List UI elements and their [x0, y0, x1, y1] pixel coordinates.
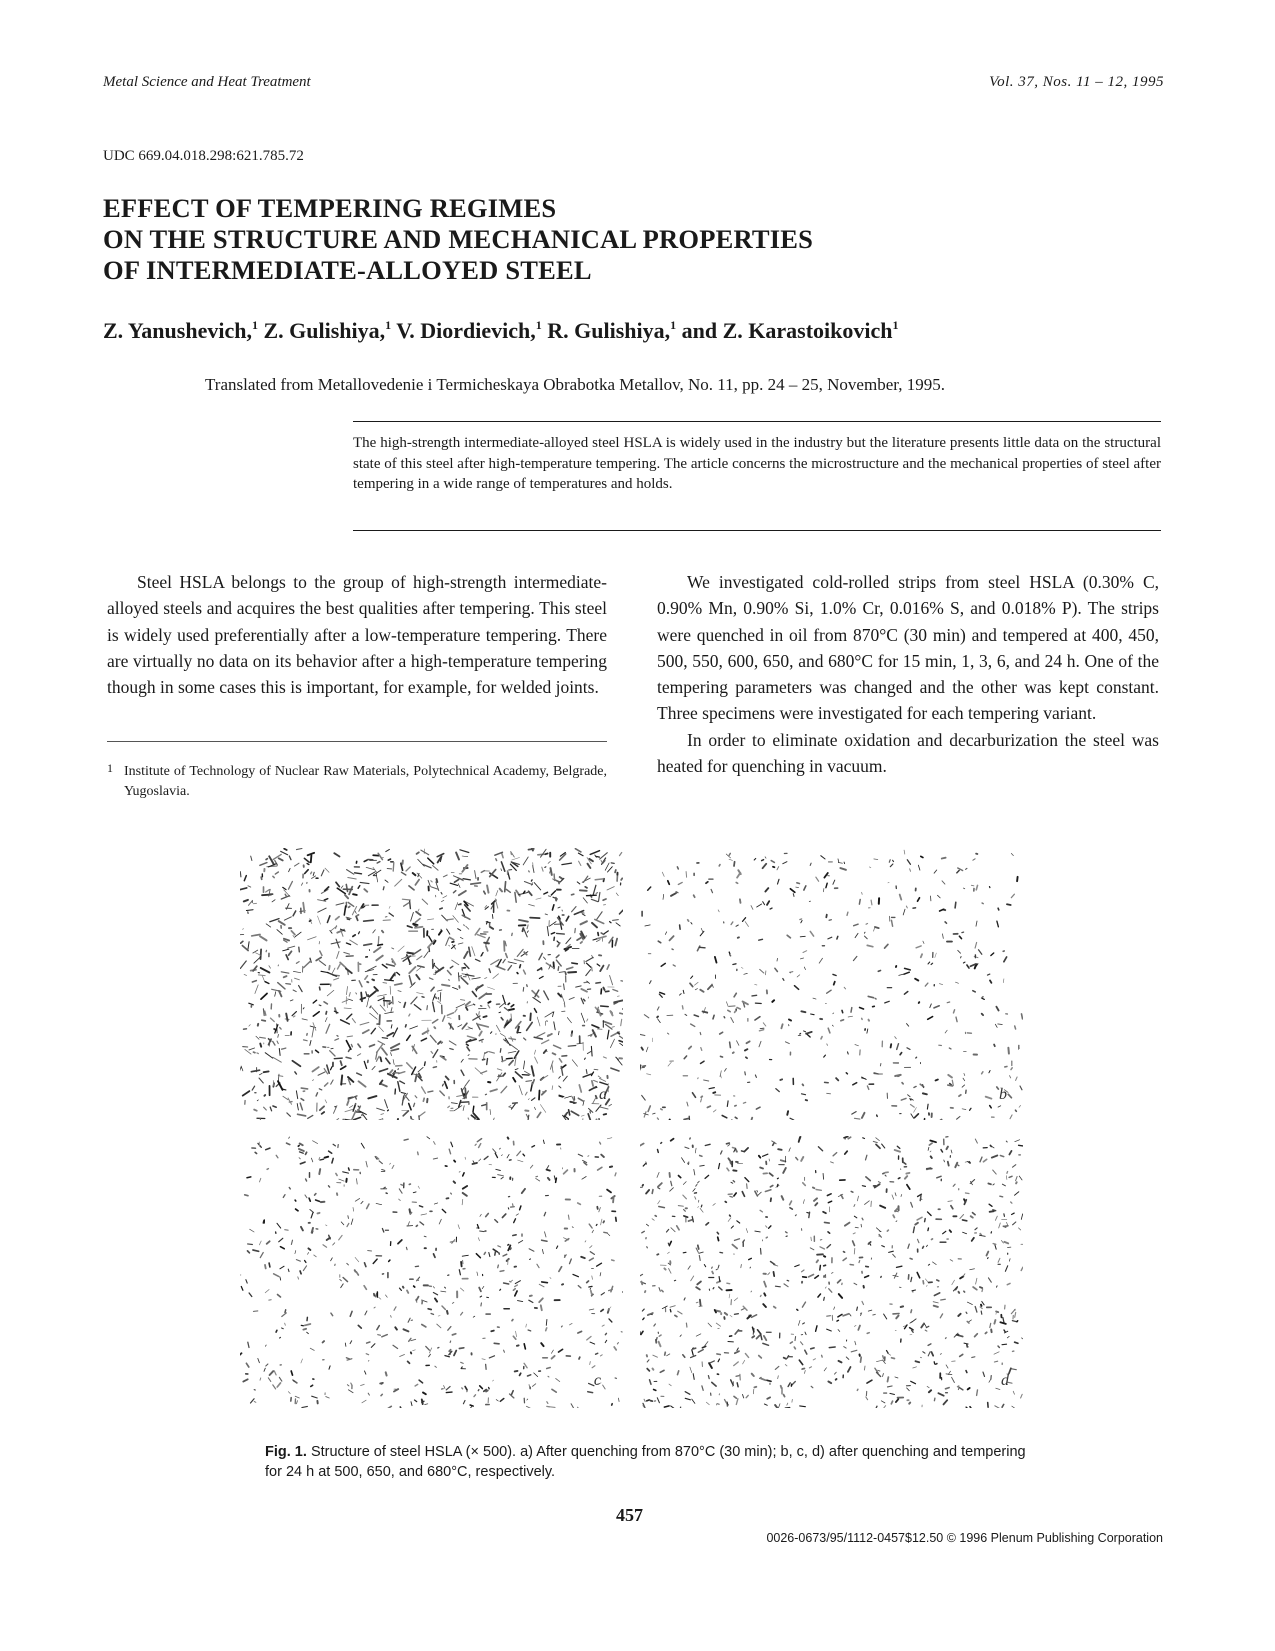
article-title [103, 193, 1003, 286]
figure-caption [265, 1442, 1045, 1482]
title-line-2: ON THE STRUCTURE AND MECHANICAL PROPERTIES [103, 224, 814, 254]
footnote [107, 762, 607, 802]
journal-volume: Vol. 37, Nos. 11 – 12, 1995 [989, 74, 1164, 90]
author-name: V. Diordievich, [396, 318, 536, 343]
micrograph-panel-d [640, 1136, 1023, 1408]
body-column-right [657, 569, 1159, 779]
body-paragraph: We investigated cold-rolled strips from steel HSLA (0.30% C, 0.90% Mn, 0.90% Si, 1.0% Cr, 0.016% S, and 0.018% P). The strips were quenched in oil from 870°C (30 min) and tempered at 400, 450, 500, 550, 600, 650, and 680°C for 15 min, 1, 3, 6, and 24 h. One of the tempering parameters was changed and the other was kept constant. Three specimens were investigated for each tempering variant. [657, 572, 1159, 724]
udc-code: UDC 669.04.018.298:621.785.72 [103, 148, 304, 164]
author-name: and Z. Karastoikovich [681, 318, 893, 343]
figure-caption-text: Structure of steel HSLA (× 500). a) After quenching from 870°C (30 min); b, c, d) after quenching and tempering for 24 h at 500, 650, and 680°C, respectively. [265, 1444, 1026, 1480]
copyright-line: 0026-0673/95/1112-0457$12.50 © 1996 Plenum Publishing Corporation [766, 1531, 1163, 1545]
footnote-mark: 1 [107, 761, 113, 775]
journal-name: Metal Science and Heat Treatment [103, 74, 311, 90]
abstract: The high-strength intermediate-alloyed steel HSLA is widely used in the industry but the literature presents little data on the structural state of this steel after high-temperature tempering. The article concerns the microstructure and the mechanical properties of steel after tempering in a wide range of temperatures and holds. [353, 435, 1161, 492]
body-paragraph: Steel HSLA belongs to the group of high-strength intermediate-alloyed steels and acquires the best qualities after tempering. This steel is widely used preferentially after a low-temperature tempering. There are virtually no data on its behavior after a high-temperature tempering though in some cases this is important, for example, for welded joints. [107, 572, 607, 698]
title-line-1: EFFECT OF TEMPERING REGIMES [103, 193, 557, 223]
panel-label: d [1001, 1372, 1009, 1389]
micrograph-texture [240, 848, 623, 1120]
micrograph-panel-c [240, 1136, 623, 1408]
micrograph-texture [240, 1136, 623, 1408]
panel-label: c [593, 1372, 601, 1389]
author-affiliation-mark: 1 [892, 318, 899, 332]
panel-label: a [599, 1086, 607, 1103]
translation-source: Translated from Metallovedenie i Termicheskaya Obrabotka Metallov, No. 11, pp. 24 – 25, November, 1995. [205, 375, 945, 394]
body-column-left [107, 569, 607, 700]
title-line-3: OF INTERMEDIATE-ALLOYED STEEL [103, 255, 592, 285]
footnote-text: Institute of Technology of Nuclear Raw Materials, Polytechnical Academy, Belgrade, Yugoslavia. [124, 764, 607, 799]
micrograph-panel-b [640, 848, 1023, 1120]
author-name: Z. Yanushevich, [103, 318, 252, 343]
author-affiliation-mark: 1 [251, 318, 258, 332]
author-affiliation-mark: 1 [385, 318, 392, 332]
body-paragraph: In order to eliminate oxidation and decarburization the steel was heated for quenching in vacuum. [657, 729, 1159, 777]
page-number: 457 [616, 1505, 643, 1525]
footnote-rule [107, 741, 607, 742]
abstract-bottom-rule [353, 530, 1161, 531]
figure-caption-label: Fig. 1. [265, 1444, 307, 1460]
author-affiliation-mark: 1 [535, 318, 542, 332]
abstract-top-rule [353, 421, 1161, 422]
author-list [103, 318, 899, 344]
micrograph-texture [640, 848, 1023, 1120]
micrograph-texture [640, 1136, 1023, 1408]
micrograph-panel-a [240, 848, 623, 1120]
author-name: Z. Gulishiya, [263, 318, 386, 343]
author-name: R. Gulishiya, [547, 318, 671, 343]
author-affiliation-mark: 1 [670, 318, 677, 332]
panel-label: b [999, 1086, 1007, 1103]
